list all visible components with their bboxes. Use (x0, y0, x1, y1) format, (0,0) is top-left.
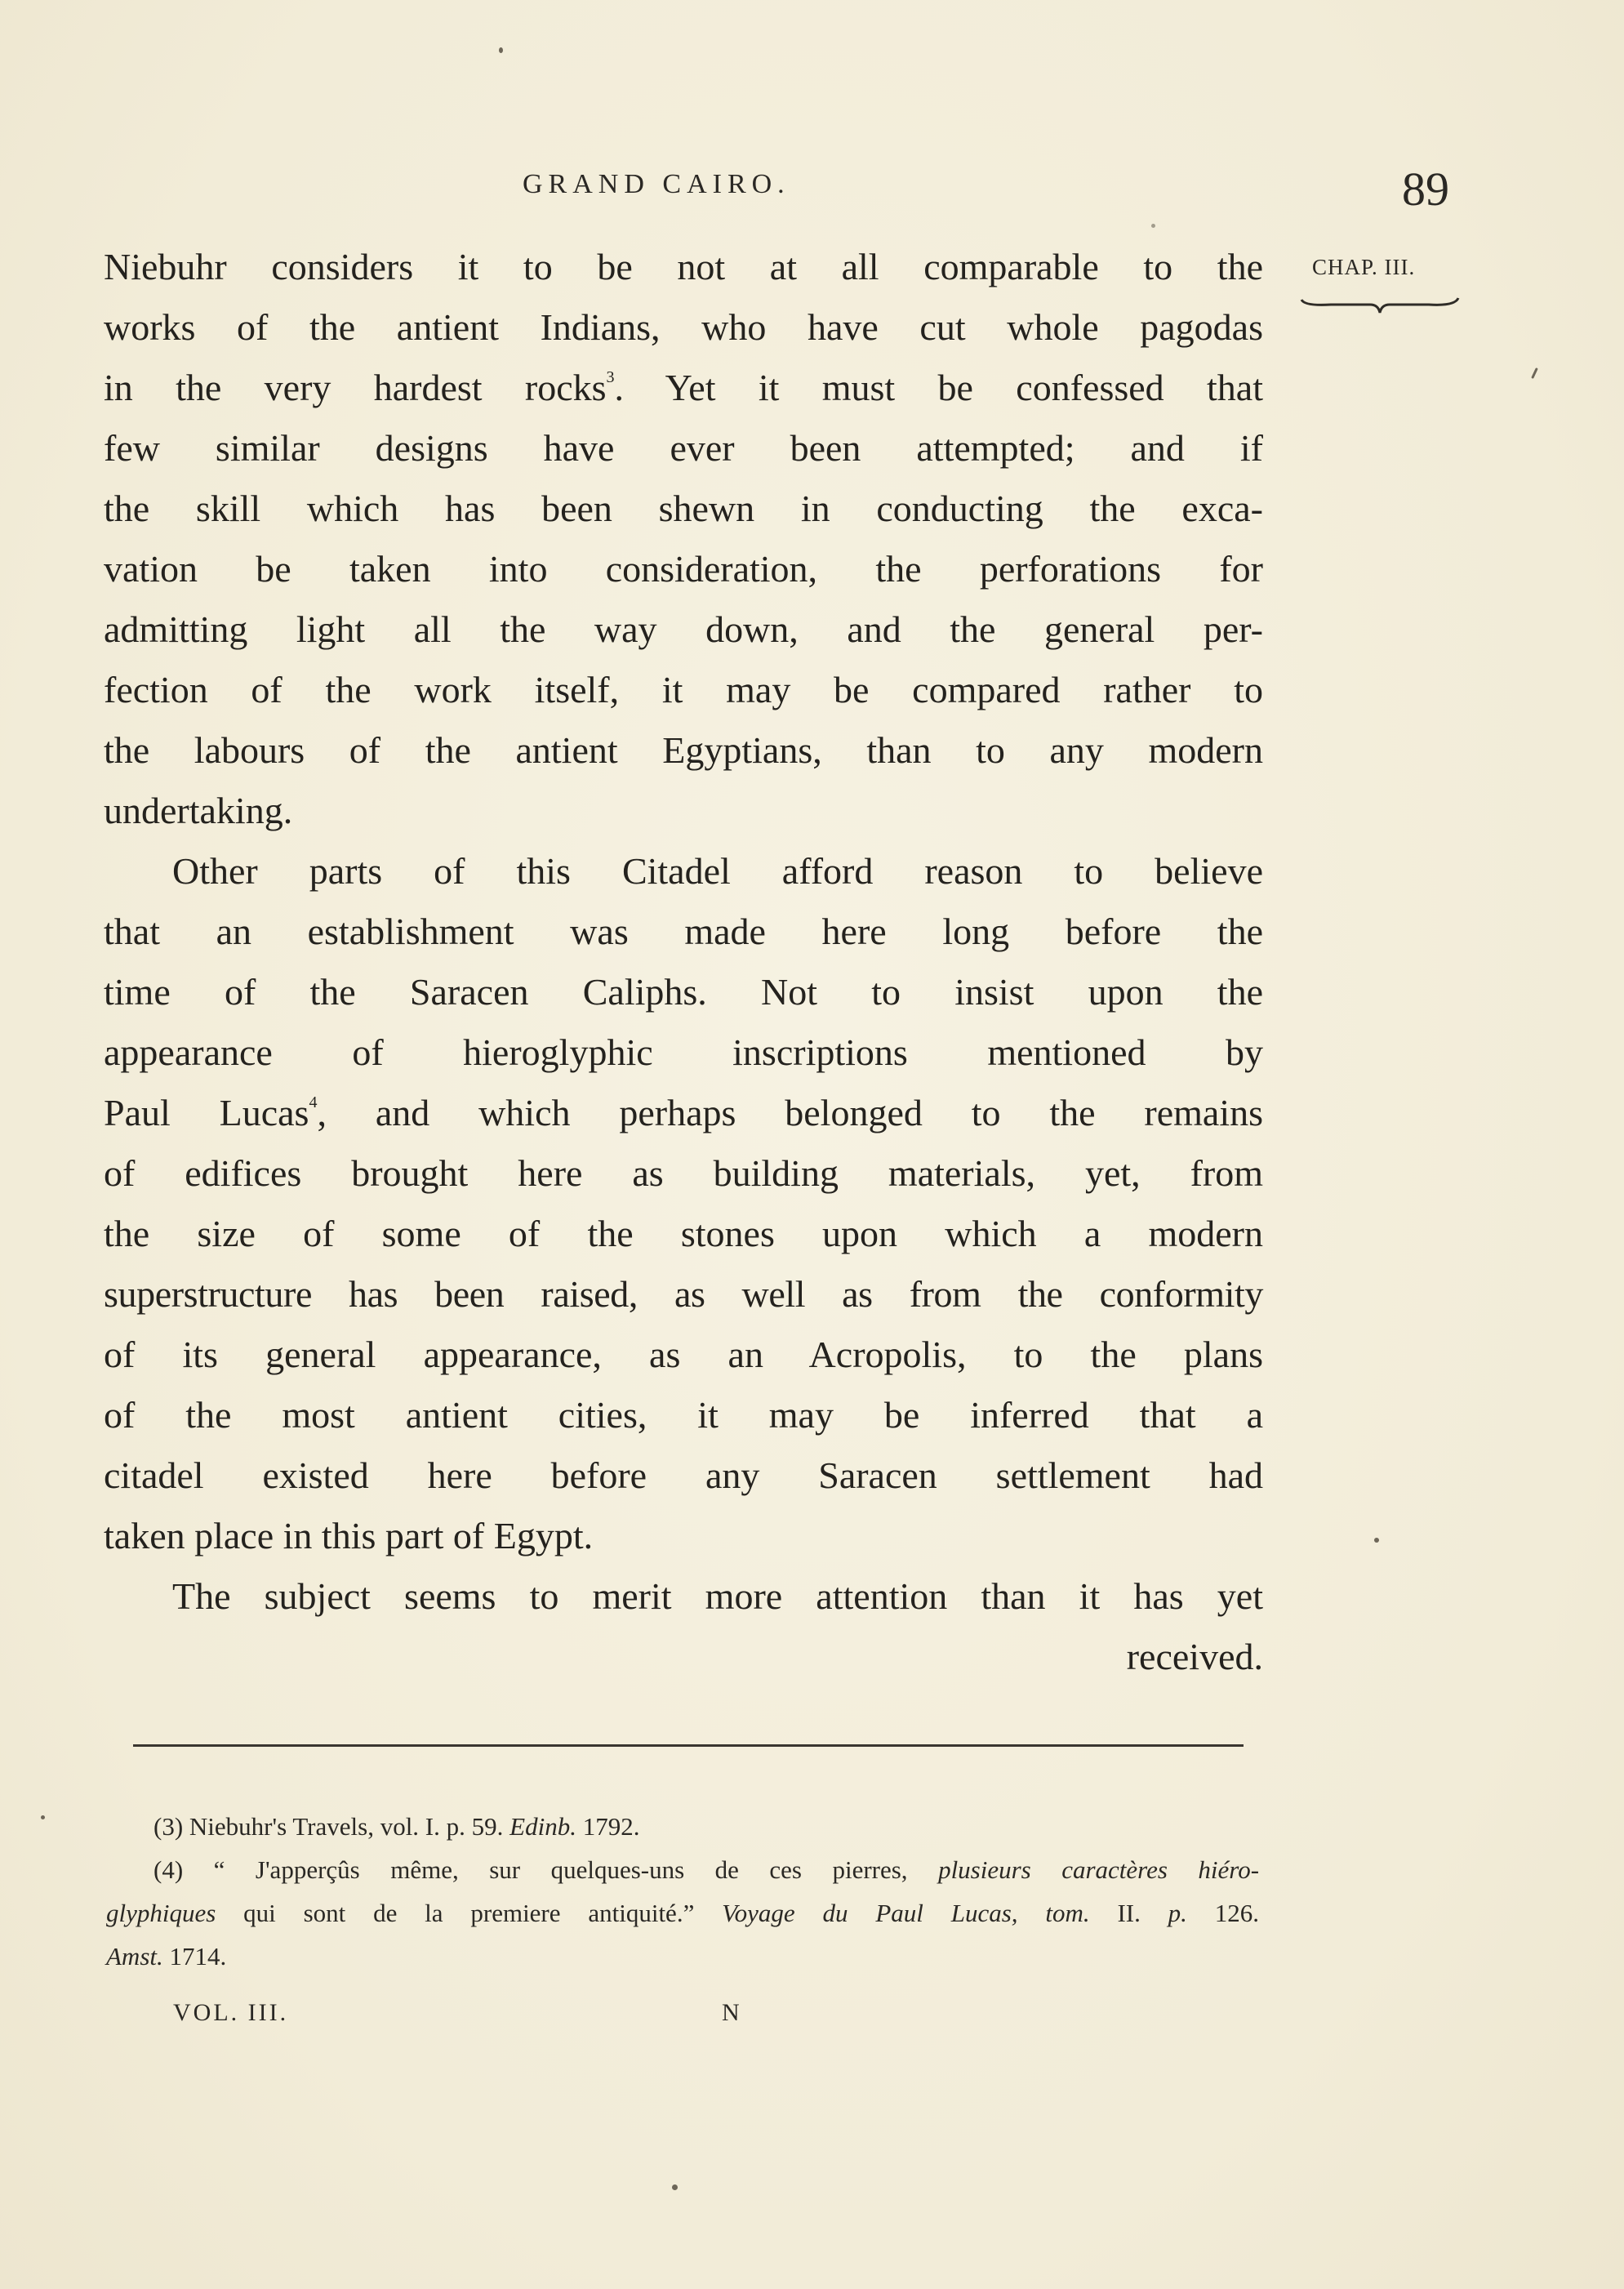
text-line: the skill which has been shewn in conducting the exca- (104, 488, 1263, 529)
paper-speck (499, 47, 503, 53)
text-line: works of the antient Indians, who have cut whole pagodas (104, 306, 1263, 348)
text-line: taken place in this part of Egypt. (104, 1515, 594, 1556)
footnote-ref-3: 3 (606, 368, 615, 386)
text-line: Niebuhr considers it to be not at all comparable to the (104, 246, 1263, 287)
footnote-4-place: Amst. 1714. (106, 1942, 227, 1971)
text-line: vation be taken into consideration, the perforations for (104, 548, 1263, 590)
text-line: The subject seems to merit more attention than it has yet (172, 1575, 1263, 1617)
chapter-label: CHAP. III. (1312, 255, 1416, 279)
text-line: in the very hardest rocks$^3$. Yet it must be confessed that (104, 367, 1263, 408)
running-head: GRAND CAIRO. (523, 169, 790, 199)
paper-speck (1531, 367, 1538, 379)
text-line: that an establishment was made here long before the (104, 911, 1263, 952)
text-line: citadel existed here before any Saracen settlement had (104, 1454, 1263, 1496)
page-number: 89 (1402, 163, 1449, 216)
footnote-ref-4: 4 (309, 1093, 318, 1111)
text-line: fection of the work itself, it may be compared rather to (104, 669, 1263, 710)
paper-speck (1374, 1538, 1379, 1543)
footnote-rule (133, 1744, 1244, 1747)
text-line: the size of some of the stones upon which a modern (104, 1213, 1263, 1254)
paper-speck (1151, 224, 1155, 228)
text-line: of the most antient cities, it may be inferred that a (104, 1394, 1263, 1436)
text-line: Paul Lucas$^4$, and which perhaps belonged to the remains (104, 1092, 1263, 1133)
text-line: Other parts of this Citadel afford reason to believe (172, 850, 1263, 892)
footnotes (106, 1805, 1259, 1978)
text-line: superstructure has been raised, as well as from the conformity (104, 1273, 1263, 1315)
text-line: admitting light all the way down, and the general per- (104, 608, 1263, 650)
paper-speck (41, 1815, 45, 1819)
footnote-4-continued: glyphiques qui sont de la premiere antiquité.” Voyage du Paul Lucas, tom. II. p. 126. (106, 1899, 1259, 1927)
text-line: of edifices brought here as building materials, yet, from (104, 1152, 1263, 1194)
text-line: of its general appearance, as an Acropolis, to the plans (104, 1334, 1263, 1375)
body-text (104, 237, 1263, 1687)
signature-mark: N (722, 1999, 742, 2026)
text-line: received. (1126, 1636, 1263, 1677)
paper-speck (672, 2184, 678, 2190)
text-line: undertaking. (104, 790, 293, 831)
chapter-brace-icon (1298, 292, 1462, 316)
text-line: few similar designs have ever been attempted; and if (104, 427, 1263, 469)
footnote-3: (3) Niebuhr's Travels, vol. I. p. 59. Edinb. 1792. (154, 1812, 640, 1841)
text-line: appearance of hieroglyphic inscriptions mentioned by (104, 1031, 1263, 1073)
text-line: the labours of the antient Egyptians, than to any modern (104, 729, 1263, 771)
volume-label: VOL. III. (173, 1999, 289, 2026)
footnote-4: (4) “ J'apperçûs même, sur quelques-uns de ces pierres, plusieurs caractères hiéro- (154, 1855, 1260, 1884)
text-line: time of the Saracen Caliphs. Not to insist upon the (104, 971, 1263, 1013)
